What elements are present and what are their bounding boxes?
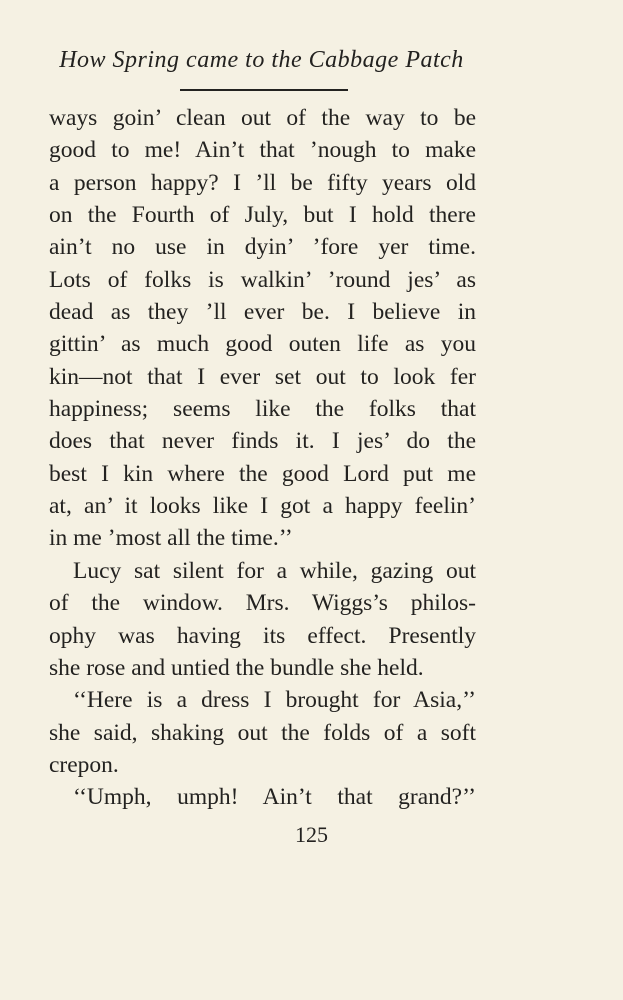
text-line: ways goin’ clean out of the way to be	[49, 105, 476, 131]
page-number: 125	[295, 822, 328, 847]
text-line: ain’t no use in dyin’ ’fore yer time.	[49, 234, 476, 261]
body-text	[49, 102, 476, 814]
text-line: ‘‘Here is a dress I brought for Asia,’’	[73, 687, 476, 714]
text-line: dead as they ’ll ever be. I believe in	[49, 299, 476, 326]
text-line: ‘‘Umph, umph! Ain’t that grand?’’	[73, 784, 476, 811]
header-rule	[180, 89, 348, 91]
text-line: a person happy? I ’ll be fifty years old	[49, 169, 476, 196]
text-line: happiness; seems like the folks that	[49, 396, 476, 423]
text-line: good to me! Ain’t that ’nough to make	[49, 137, 476, 164]
text-line: does that never finds it. I jes’ do the	[49, 428, 476, 455]
text-line: on the Fourth of July, but I hold there	[49, 202, 476, 229]
text-line: in me ’most all the time.’’	[49, 525, 293, 552]
text-line: gittin’ as much good outen life as you	[49, 331, 476, 358]
text-line: at, an’ it looks like I got a happy feelin’	[49, 493, 476, 520]
text-line: she said, shaking out the folds of a soft	[49, 719, 476, 746]
text-line: Lots of folks is walkin’ ’round jes’ as	[49, 266, 476, 293]
text-line: kin—not that I ever set out to look fer	[49, 363, 476, 390]
running-head: How Spring came to the Cabbage Patch	[59, 47, 464, 73]
text-line: of the window. Mrs. Wiggs’s philos-	[49, 590, 476, 617]
text-line: Lucy sat silent for a while, gazing out	[73, 557, 476, 584]
text-line: crepon.	[49, 751, 119, 778]
text-line: ophy was having its effect. Presently	[49, 622, 476, 649]
text-line: she rose and untied the bundle she held.	[49, 654, 424, 681]
text-line: best I kin where the good Lord put me	[49, 460, 476, 487]
